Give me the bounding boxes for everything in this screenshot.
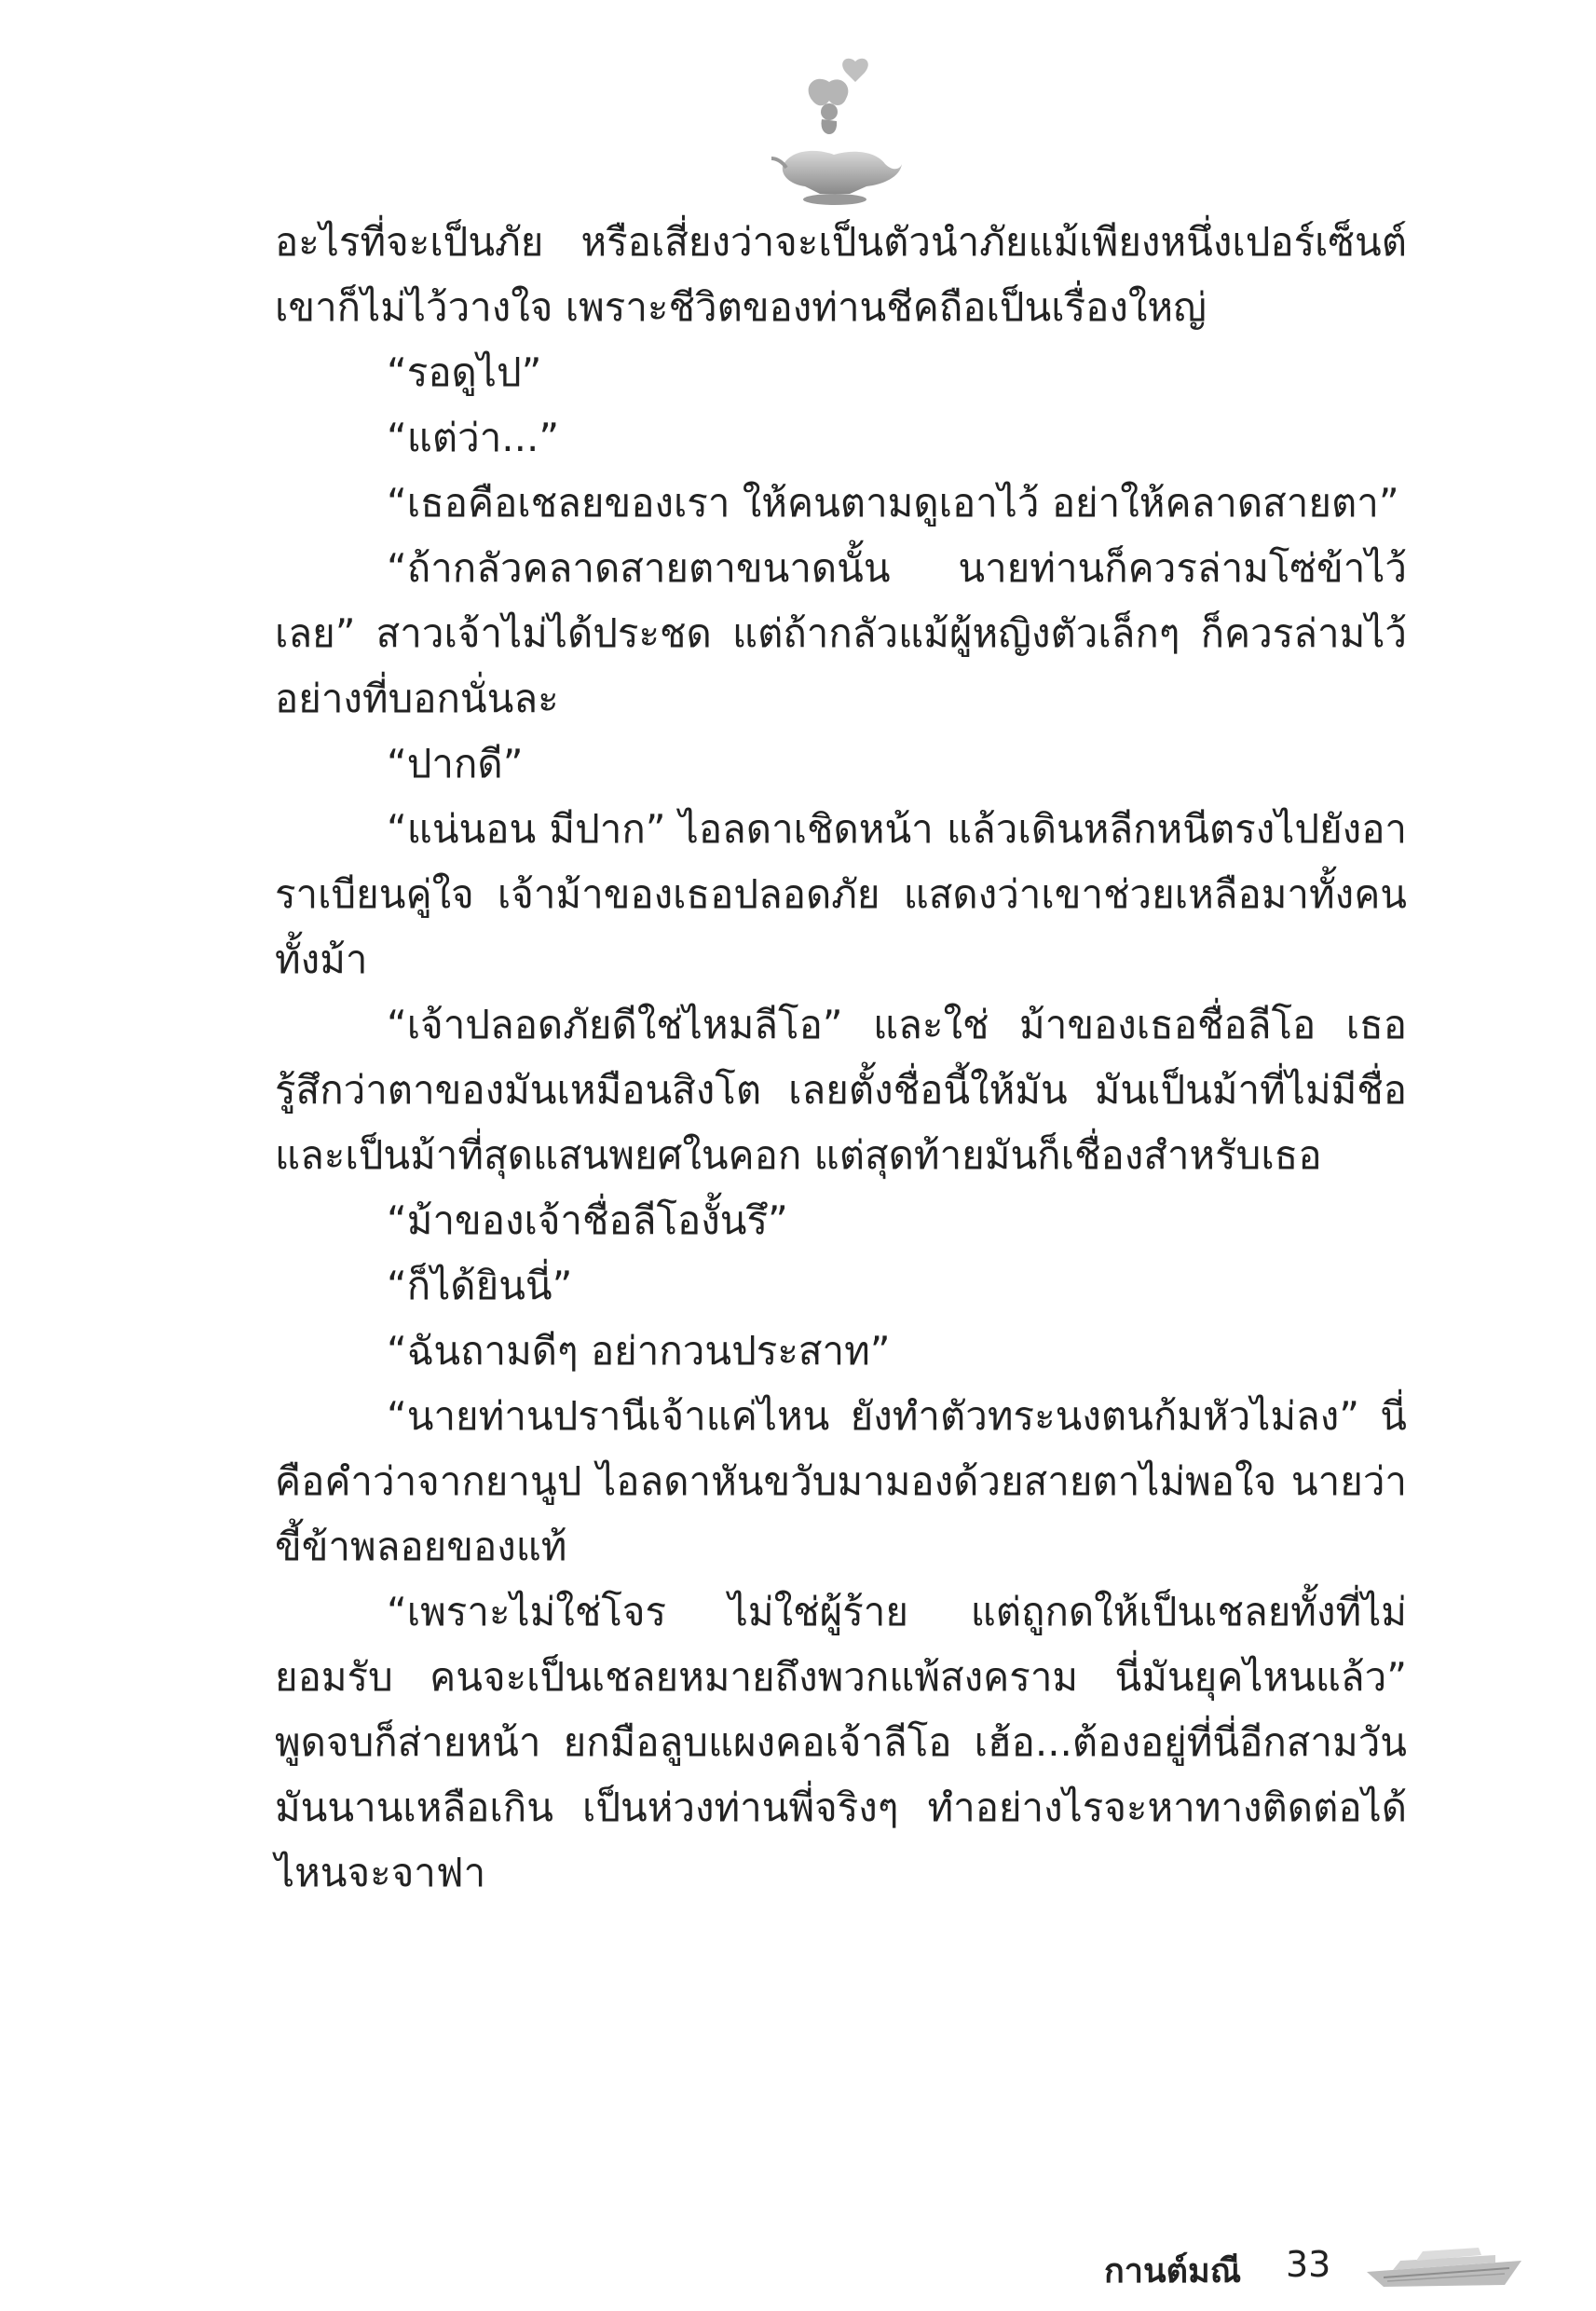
- paragraph: “แน่นอน มีปาก” ไอลดาเชิดหน้า แล้วเดินหลีกหนีตรงไปยังอาราเบียนคู่ใจ เจ้าม้าของเธอปลอดภัย แสดงว่าเขาช่วยเหลือมาทั้งคนทั้งม้า: [275, 806, 1407, 982]
- story-text: [275, 210, 1407, 1906]
- book-title: กานต์มณี: [1104, 2252, 1242, 2290]
- paragraph: อะไรที่จะเป็นภัย หรือเสี่ยงว่าจะเป็นตัวนำภัยแม้เพียงหนึ่งเปอร์เซ็นต์ เขาก็ไม่ไว้วางใจ เพราะชีวิตของท่านชีคถือเป็นเรื่องใหญ่: [275, 219, 1407, 330]
- paragraph: “ฉันถามดีๆ อย่ากวนประสาท”: [387, 1328, 891, 1374]
- paragraph: “เธอคือเชลยของเรา ให้คนตามดูเอาไว้ อย่าให้คลาดสายตา”: [387, 480, 1399, 526]
- paragraph: “รอดูไป”: [387, 349, 542, 395]
- paragraph: “นายท่านปรานีเจ้าแค่ไหน ยังทำตัวทระนงตนก้มหัวไม่ลง” นี่คือคำว่าจากยานูป ไอลดาหันขวับมามองด้วยสายตาไม่พอใจ นายว่าขี้ข้าพลอยของแท้: [275, 1393, 1407, 1569]
- paragraph: “ม้าของเจ้าชื่อลีโองั้นรึ”: [387, 1197, 788, 1243]
- genie-lamp-cupid-icon: [764, 54, 904, 212]
- paragraph: “ก็ได้ยินนี่”: [387, 1263, 573, 1308]
- page-number: 33: [1286, 2244, 1331, 2285]
- page-footer: [1081, 2236, 1453, 2311]
- paragraph: “ถ้ากลัวคลาดสายตาขนาดนั้น นายท่านก็ควรล่ามโซ่ข้าไว้เลย” สาวเจ้าไม่ได้ประชด แต่ถ้ากลัวแม้ผู้หญิงตัวเล็กๆ ก็ควรล่ามไว้อย่างที่บอกนั่นละ: [275, 545, 1407, 721]
- paragraph: “เพราะไม่ใช่โจร ไม่ใช่ผู้ร้าย แต่ถูกดให้เป็นเชลยทั้งที่ไม่ยอมรับ คนจะเป็นเชลยหมายถึงพวกแพ้สงคราม นี่มันยุคไหนแล้ว” พูดจบก็ส่ายหน้า ยกมือลูบแผงคอเจ้าลีโอ เฮ้อ...ต้องอยู่ที่นี่อีกสามวัน มันนานเหลือเกิน เป็นห่วงท่านพี่จริงๆ ทำอย่างไรจะหาทางติดต่อได้ไหนจะจาฟา: [275, 1589, 1407, 1895]
- paragraph: “ปากดี”: [387, 741, 524, 786]
- paragraph: “เจ้าปลอดภัยดีใช่ไหมลีโอ” และใช่ ม้าของเธอชื่อลีโอ เธอรู้สึกว่าตาของมันเหมือนสิงโต เลยตั้งชื่อนี้ให้มัน มันเป็นม้าที่ไม่มีชื่อ และเป็นม้าที่สุดแสนพยศในคอก แต่สุดท้ายมันก็เชื่องสำหรับเธอ: [275, 1002, 1407, 1178]
- cruise-ship-icon: [1365, 2236, 1523, 2292]
- paragraph: “แต่ว่า...”: [387, 415, 560, 460]
